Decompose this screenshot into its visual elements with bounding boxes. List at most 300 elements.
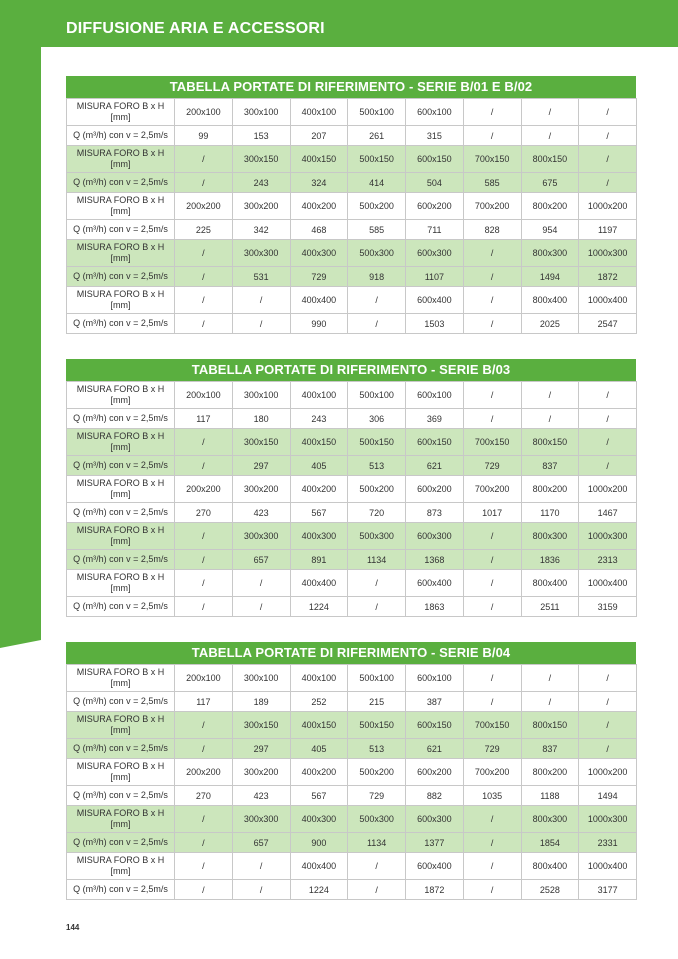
flow-cell: / <box>463 409 521 429</box>
flow-row <box>67 739 637 759</box>
flow-cell: 324 <box>290 173 348 193</box>
size-cell: 600x150 <box>406 712 464 739</box>
size-cell: / <box>521 382 579 409</box>
size-cell: 200x100 <box>175 382 233 409</box>
flow-cell: 1368 <box>406 550 464 570</box>
flow-cell: 423 <box>232 786 290 806</box>
size-cell: 300x150 <box>232 429 290 456</box>
flow-cell: 405 <box>290 739 348 759</box>
size-cell: 500x200 <box>348 759 406 786</box>
flow-cell: / <box>175 456 233 476</box>
flow-cell: / <box>579 126 637 146</box>
size-cell: 400x200 <box>290 193 348 220</box>
table-serie-b03 <box>66 359 636 617</box>
flow-cell: 2313 <box>579 550 637 570</box>
size-cell: / <box>232 853 290 880</box>
flow-cell: 153 <box>232 126 290 146</box>
flow-cell: / <box>463 692 521 712</box>
flow-cell: 873 <box>406 503 464 523</box>
flow-cell: / <box>463 597 521 617</box>
size-cell: / <box>463 570 521 597</box>
flow-rate-table <box>66 98 637 334</box>
size-cell: / <box>232 287 290 314</box>
size-cell: 400x150 <box>290 146 348 173</box>
flow-cell: 675 <box>521 173 579 193</box>
flow-row <box>67 692 637 712</box>
size-cell: / <box>463 382 521 409</box>
flow-cell: 2528 <box>521 880 579 900</box>
flow-cell: 3159 <box>579 597 637 617</box>
size-cell: 800x300 <box>521 523 579 550</box>
size-cell: 800x400 <box>521 570 579 597</box>
size-cell: 800x300 <box>521 240 579 267</box>
size-cell: / <box>463 853 521 880</box>
flow-cell: 215 <box>348 692 406 712</box>
size-cell: 800x300 <box>521 806 579 833</box>
size-cell: 600x150 <box>406 429 464 456</box>
size-cell: 400x400 <box>290 570 348 597</box>
flow-cell: 1854 <box>521 833 579 853</box>
flow-cell: 729 <box>348 786 406 806</box>
size-cell: 500x100 <box>348 665 406 692</box>
flow-cell: 1134 <box>348 550 406 570</box>
size-cell: 500x200 <box>348 476 406 503</box>
flow-cell: 117 <box>175 692 233 712</box>
flow-cell: / <box>175 267 233 287</box>
size-cell: 1000x400 <box>579 570 637 597</box>
flow-cell: 1224 <box>290 880 348 900</box>
size-row <box>67 523 637 550</box>
flow-cell: / <box>232 880 290 900</box>
size-cell: / <box>463 665 521 692</box>
flow-rate-table <box>66 381 637 617</box>
flow-cell: 1035 <box>463 786 521 806</box>
size-cell: 400x300 <box>290 523 348 550</box>
flow-cell: 1872 <box>406 880 464 900</box>
flow-cell: / <box>348 880 406 900</box>
size-row <box>67 99 637 126</box>
size-cell: 700x200 <box>463 476 521 503</box>
flow-cell: 900 <box>290 833 348 853</box>
size-row-label: MISURA FORO B x H [mm] <box>67 382 175 409</box>
flow-cell: 837 <box>521 456 579 476</box>
size-cell: 600x400 <box>406 570 464 597</box>
flow-cell: 1494 <box>579 786 637 806</box>
size-cell: 300x100 <box>232 99 290 126</box>
size-cell: 800x200 <box>521 476 579 503</box>
size-cell: / <box>348 853 406 880</box>
flow-cell: 954 <box>521 220 579 240</box>
flow-cell: / <box>175 314 233 334</box>
size-cell: 400x200 <box>290 476 348 503</box>
size-cell: 600x150 <box>406 146 464 173</box>
size-row-label: MISURA FORO B x H [mm] <box>67 712 175 739</box>
flow-cell: 252 <box>290 692 348 712</box>
size-row <box>67 853 637 880</box>
size-cell: 500x150 <box>348 429 406 456</box>
size-cell: / <box>175 806 233 833</box>
flow-cell: / <box>175 550 233 570</box>
size-row-label: MISURA FORO B x H [mm] <box>67 476 175 503</box>
flow-cell: / <box>463 880 521 900</box>
flow-row-label: Q (m³/h) con v = 2,5m/s <box>67 314 175 334</box>
size-cell: 300x300 <box>232 523 290 550</box>
size-cell: 500x100 <box>348 99 406 126</box>
flow-cell: 243 <box>232 173 290 193</box>
size-cell: 300x200 <box>232 193 290 220</box>
flow-cell: 585 <box>463 173 521 193</box>
flow-cell: 2547 <box>579 314 637 334</box>
table-serie-b01-b02 <box>66 76 636 334</box>
size-cell: 600x100 <box>406 665 464 692</box>
size-cell: 500x200 <box>348 193 406 220</box>
flow-row-label: Q (m³/h) con v = 2,5m/s <box>67 739 175 759</box>
size-cell: 500x300 <box>348 806 406 833</box>
flow-cell: 207 <box>290 126 348 146</box>
flow-row <box>67 126 637 146</box>
size-cell: 600x200 <box>406 759 464 786</box>
size-cell: 400x300 <box>290 240 348 267</box>
size-cell: 1000x200 <box>579 759 637 786</box>
size-row-label: MISURA FORO B x H [mm] <box>67 665 175 692</box>
flow-cell: / <box>175 739 233 759</box>
flow-rate-table <box>66 664 637 900</box>
side-accent-strip <box>0 47 41 640</box>
flow-row-label: Q (m³/h) con v = 2,5m/s <box>67 267 175 287</box>
size-cell: 800x400 <box>521 853 579 880</box>
flow-cell: 270 <box>175 503 233 523</box>
flow-cell: 468 <box>290 220 348 240</box>
size-cell: 600x400 <box>406 287 464 314</box>
flow-cell: 720 <box>348 503 406 523</box>
size-cell: 600x100 <box>406 99 464 126</box>
flow-cell: 882 <box>406 786 464 806</box>
flow-cell: 729 <box>463 456 521 476</box>
flow-cell: 1197 <box>579 220 637 240</box>
size-cell: / <box>463 806 521 833</box>
flow-row-label: Q (m³/h) con v = 2,5m/s <box>67 880 175 900</box>
size-cell: 500x300 <box>348 523 406 550</box>
size-cell: 400x100 <box>290 665 348 692</box>
size-cell: 300x150 <box>232 712 290 739</box>
flow-cell: 585 <box>348 220 406 240</box>
flow-cell: 1170 <box>521 503 579 523</box>
size-cell: / <box>175 853 233 880</box>
flow-row <box>67 503 637 523</box>
size-cell: / <box>175 146 233 173</box>
flow-cell: / <box>463 126 521 146</box>
size-cell: 800x200 <box>521 759 579 786</box>
flow-cell: / <box>232 597 290 617</box>
flow-row <box>67 314 637 334</box>
flow-cell: / <box>175 833 233 853</box>
size-cell: 300x300 <box>232 806 290 833</box>
size-cell: / <box>579 665 637 692</box>
size-cell: 400x100 <box>290 99 348 126</box>
flow-row-label: Q (m³/h) con v = 2,5m/s <box>67 126 175 146</box>
flow-cell: 2511 <box>521 597 579 617</box>
flow-cell: / <box>348 597 406 617</box>
flow-cell: 261 <box>348 126 406 146</box>
size-cell: 500x150 <box>348 712 406 739</box>
size-row <box>67 429 637 456</box>
flow-cell: 621 <box>406 456 464 476</box>
size-cell: 500x150 <box>348 146 406 173</box>
size-cell: 700x150 <box>463 146 521 173</box>
flow-row <box>67 786 637 806</box>
flow-cell: 513 <box>348 739 406 759</box>
flow-cell: 657 <box>232 550 290 570</box>
flow-cell: / <box>579 692 637 712</box>
size-row <box>67 287 637 314</box>
size-cell: 600x100 <box>406 382 464 409</box>
size-cell: / <box>348 287 406 314</box>
flow-cell: 2025 <box>521 314 579 334</box>
size-cell: 200x100 <box>175 665 233 692</box>
size-row <box>67 806 637 833</box>
flow-cell: / <box>463 550 521 570</box>
size-cell: 500x100 <box>348 382 406 409</box>
flow-row <box>67 173 637 193</box>
size-cell: 800x150 <box>521 712 579 739</box>
size-cell: 300x200 <box>232 476 290 503</box>
flow-row <box>67 880 637 900</box>
size-cell: 300x100 <box>232 382 290 409</box>
size-cell: / <box>348 570 406 597</box>
flow-cell: 405 <box>290 456 348 476</box>
size-cell: 400x150 <box>290 429 348 456</box>
size-cell: 700x200 <box>463 759 521 786</box>
size-cell: / <box>579 146 637 173</box>
size-cell: 400x200 <box>290 759 348 786</box>
flow-cell: / <box>175 880 233 900</box>
size-cell: 1000x300 <box>579 240 637 267</box>
size-cell: 1000x400 <box>579 853 637 880</box>
size-cell: 800x200 <box>521 193 579 220</box>
flow-cell: 1836 <box>521 550 579 570</box>
size-row <box>67 382 637 409</box>
size-row <box>67 193 637 220</box>
flow-cell: / <box>579 409 637 429</box>
flow-cell: / <box>579 456 637 476</box>
table-title: TABELLA PORTATE DI RIFERIMENTO - SERIE B/04 <box>66 642 636 664</box>
flow-cell: 567 <box>290 786 348 806</box>
flow-row <box>67 597 637 617</box>
flow-row-label: Q (m³/h) con v = 2,5m/s <box>67 550 175 570</box>
size-cell: 600x300 <box>406 523 464 550</box>
size-cell: / <box>579 712 637 739</box>
flow-cell: 1503 <box>406 314 464 334</box>
flow-cell: 117 <box>175 409 233 429</box>
size-row-label: MISURA FORO B x H [mm] <box>67 806 175 833</box>
flow-cell: / <box>521 409 579 429</box>
size-cell: / <box>175 429 233 456</box>
size-cell: / <box>463 99 521 126</box>
flow-cell: 1863 <box>406 597 464 617</box>
size-cell: 600x200 <box>406 476 464 503</box>
flow-row-label: Q (m³/h) con v = 2,5m/s <box>67 786 175 806</box>
flow-row <box>67 550 637 570</box>
size-row-label: MISURA FORO B x H [mm] <box>67 429 175 456</box>
size-cell: 400x300 <box>290 806 348 833</box>
flow-row-label: Q (m³/h) con v = 2,5m/s <box>67 692 175 712</box>
flow-cell: 729 <box>463 739 521 759</box>
flow-cell: / <box>463 267 521 287</box>
size-cell: 200x100 <box>175 99 233 126</box>
size-cell: 800x400 <box>521 287 579 314</box>
flow-cell: 657 <box>232 833 290 853</box>
size-cell: 700x150 <box>463 712 521 739</box>
flow-row-label: Q (m³/h) con v = 2,5m/s <box>67 597 175 617</box>
size-row-label: MISURA FORO B x H [mm] <box>67 99 175 126</box>
flow-cell: 414 <box>348 173 406 193</box>
flow-cell: 504 <box>406 173 464 193</box>
table-title: TABELLA PORTATE DI RIFERIMENTO - SERIE B/01 E B/02 <box>66 76 636 98</box>
size-cell: 600x400 <box>406 853 464 880</box>
table-title: TABELLA PORTATE DI RIFERIMENTO - SERIE B/03 <box>66 359 636 381</box>
size-cell: 700x200 <box>463 193 521 220</box>
size-row-label: MISURA FORO B x H [mm] <box>67 146 175 173</box>
size-row-label: MISURA FORO B x H [mm] <box>67 287 175 314</box>
size-cell: 1000x200 <box>579 476 637 503</box>
flow-row-label: Q (m³/h) con v = 2,5m/s <box>67 833 175 853</box>
size-cell: 300x200 <box>232 759 290 786</box>
flow-cell: / <box>232 314 290 334</box>
flow-cell: 711 <box>406 220 464 240</box>
flow-cell: 828 <box>463 220 521 240</box>
flow-cell: 306 <box>348 409 406 429</box>
flow-cell: 225 <box>175 220 233 240</box>
size-row-label: MISURA FORO B x H [mm] <box>67 853 175 880</box>
size-cell: 1000x400 <box>579 287 637 314</box>
flow-cell: / <box>348 314 406 334</box>
flow-row <box>67 456 637 476</box>
flow-cell: 297 <box>232 456 290 476</box>
flow-row-label: Q (m³/h) con v = 2,5m/s <box>67 456 175 476</box>
flow-cell: 1134 <box>348 833 406 853</box>
flow-cell: / <box>175 173 233 193</box>
flow-cell: 1017 <box>463 503 521 523</box>
size-row-label: MISURA FORO B x H [mm] <box>67 570 175 597</box>
size-row <box>67 476 637 503</box>
size-row <box>67 665 637 692</box>
flow-cell: 990 <box>290 314 348 334</box>
flow-row <box>67 833 637 853</box>
flow-cell: 1188 <box>521 786 579 806</box>
size-cell: 800x150 <box>521 429 579 456</box>
flow-cell: 243 <box>290 409 348 429</box>
size-cell: 400x100 <box>290 382 348 409</box>
size-cell: 300x150 <box>232 146 290 173</box>
flow-cell: 315 <box>406 126 464 146</box>
flow-cell: 1224 <box>290 597 348 617</box>
flow-cell: 270 <box>175 786 233 806</box>
size-cell: 200x200 <box>175 476 233 503</box>
flow-cell: 918 <box>348 267 406 287</box>
size-cell: 500x300 <box>348 240 406 267</box>
size-cell: 700x150 <box>463 429 521 456</box>
size-cell: 800x150 <box>521 146 579 173</box>
flow-cell: 1467 <box>579 503 637 523</box>
flow-cell: 297 <box>232 739 290 759</box>
size-row-label: MISURA FORO B x H [mm] <box>67 523 175 550</box>
flow-cell: 3177 <box>579 880 637 900</box>
size-cell: 1000x300 <box>579 806 637 833</box>
flow-cell: 567 <box>290 503 348 523</box>
page-title: DIFFUSIONE ARIA E ACCESSORI <box>66 20 325 37</box>
flow-cell: 891 <box>290 550 348 570</box>
flow-cell: 189 <box>232 692 290 712</box>
flow-cell: 342 <box>232 220 290 240</box>
size-cell: / <box>463 523 521 550</box>
size-cell: 600x200 <box>406 193 464 220</box>
size-cell: 600x300 <box>406 240 464 267</box>
size-cell: / <box>175 240 233 267</box>
flow-cell: 621 <box>406 739 464 759</box>
flow-cell: 387 <box>406 692 464 712</box>
size-row <box>67 240 637 267</box>
flow-cell: / <box>175 597 233 617</box>
flow-cell: 531 <box>232 267 290 287</box>
size-cell: 600x300 <box>406 806 464 833</box>
size-cell: / <box>463 287 521 314</box>
flow-cell: / <box>579 173 637 193</box>
size-cell: 400x400 <box>290 853 348 880</box>
flow-row-label: Q (m³/h) con v = 2,5m/s <box>67 220 175 240</box>
flow-cell: 423 <box>232 503 290 523</box>
size-row <box>67 146 637 173</box>
flow-cell: 369 <box>406 409 464 429</box>
flow-row <box>67 220 637 240</box>
size-cell: / <box>579 99 637 126</box>
flow-row <box>67 267 637 287</box>
size-row-label: MISURA FORO B x H [mm] <box>67 240 175 267</box>
flow-cell: 1494 <box>521 267 579 287</box>
size-cell: 200x200 <box>175 193 233 220</box>
size-cell: 200x200 <box>175 759 233 786</box>
size-cell: 400x150 <box>290 712 348 739</box>
flow-row-label: Q (m³/h) con v = 2,5m/s <box>67 503 175 523</box>
flow-cell: 729 <box>290 267 348 287</box>
flow-cell: / <box>579 739 637 759</box>
flow-cell: / <box>463 833 521 853</box>
size-cell: / <box>463 240 521 267</box>
size-cell: 1000x300 <box>579 523 637 550</box>
size-cell: / <box>175 570 233 597</box>
size-row-label: MISURA FORO B x H [mm] <box>67 193 175 220</box>
size-row <box>67 570 637 597</box>
flow-row <box>67 409 637 429</box>
flow-cell: / <box>521 126 579 146</box>
size-cell: 300x100 <box>232 665 290 692</box>
size-cell: 400x400 <box>290 287 348 314</box>
size-row <box>67 712 637 739</box>
size-cell: / <box>579 429 637 456</box>
size-cell: 300x300 <box>232 240 290 267</box>
flow-cell: 1107 <box>406 267 464 287</box>
size-cell: / <box>175 287 233 314</box>
size-cell: 1000x200 <box>579 193 637 220</box>
flow-row-label: Q (m³/h) con v = 2,5m/s <box>67 173 175 193</box>
flow-cell: 1377 <box>406 833 464 853</box>
flow-cell: 513 <box>348 456 406 476</box>
size-cell: / <box>232 570 290 597</box>
flow-cell: 2331 <box>579 833 637 853</box>
flow-row-label: Q (m³/h) con v = 2,5m/s <box>67 409 175 429</box>
flow-cell: 1872 <box>579 267 637 287</box>
size-cell: / <box>521 665 579 692</box>
flow-cell: 99 <box>175 126 233 146</box>
